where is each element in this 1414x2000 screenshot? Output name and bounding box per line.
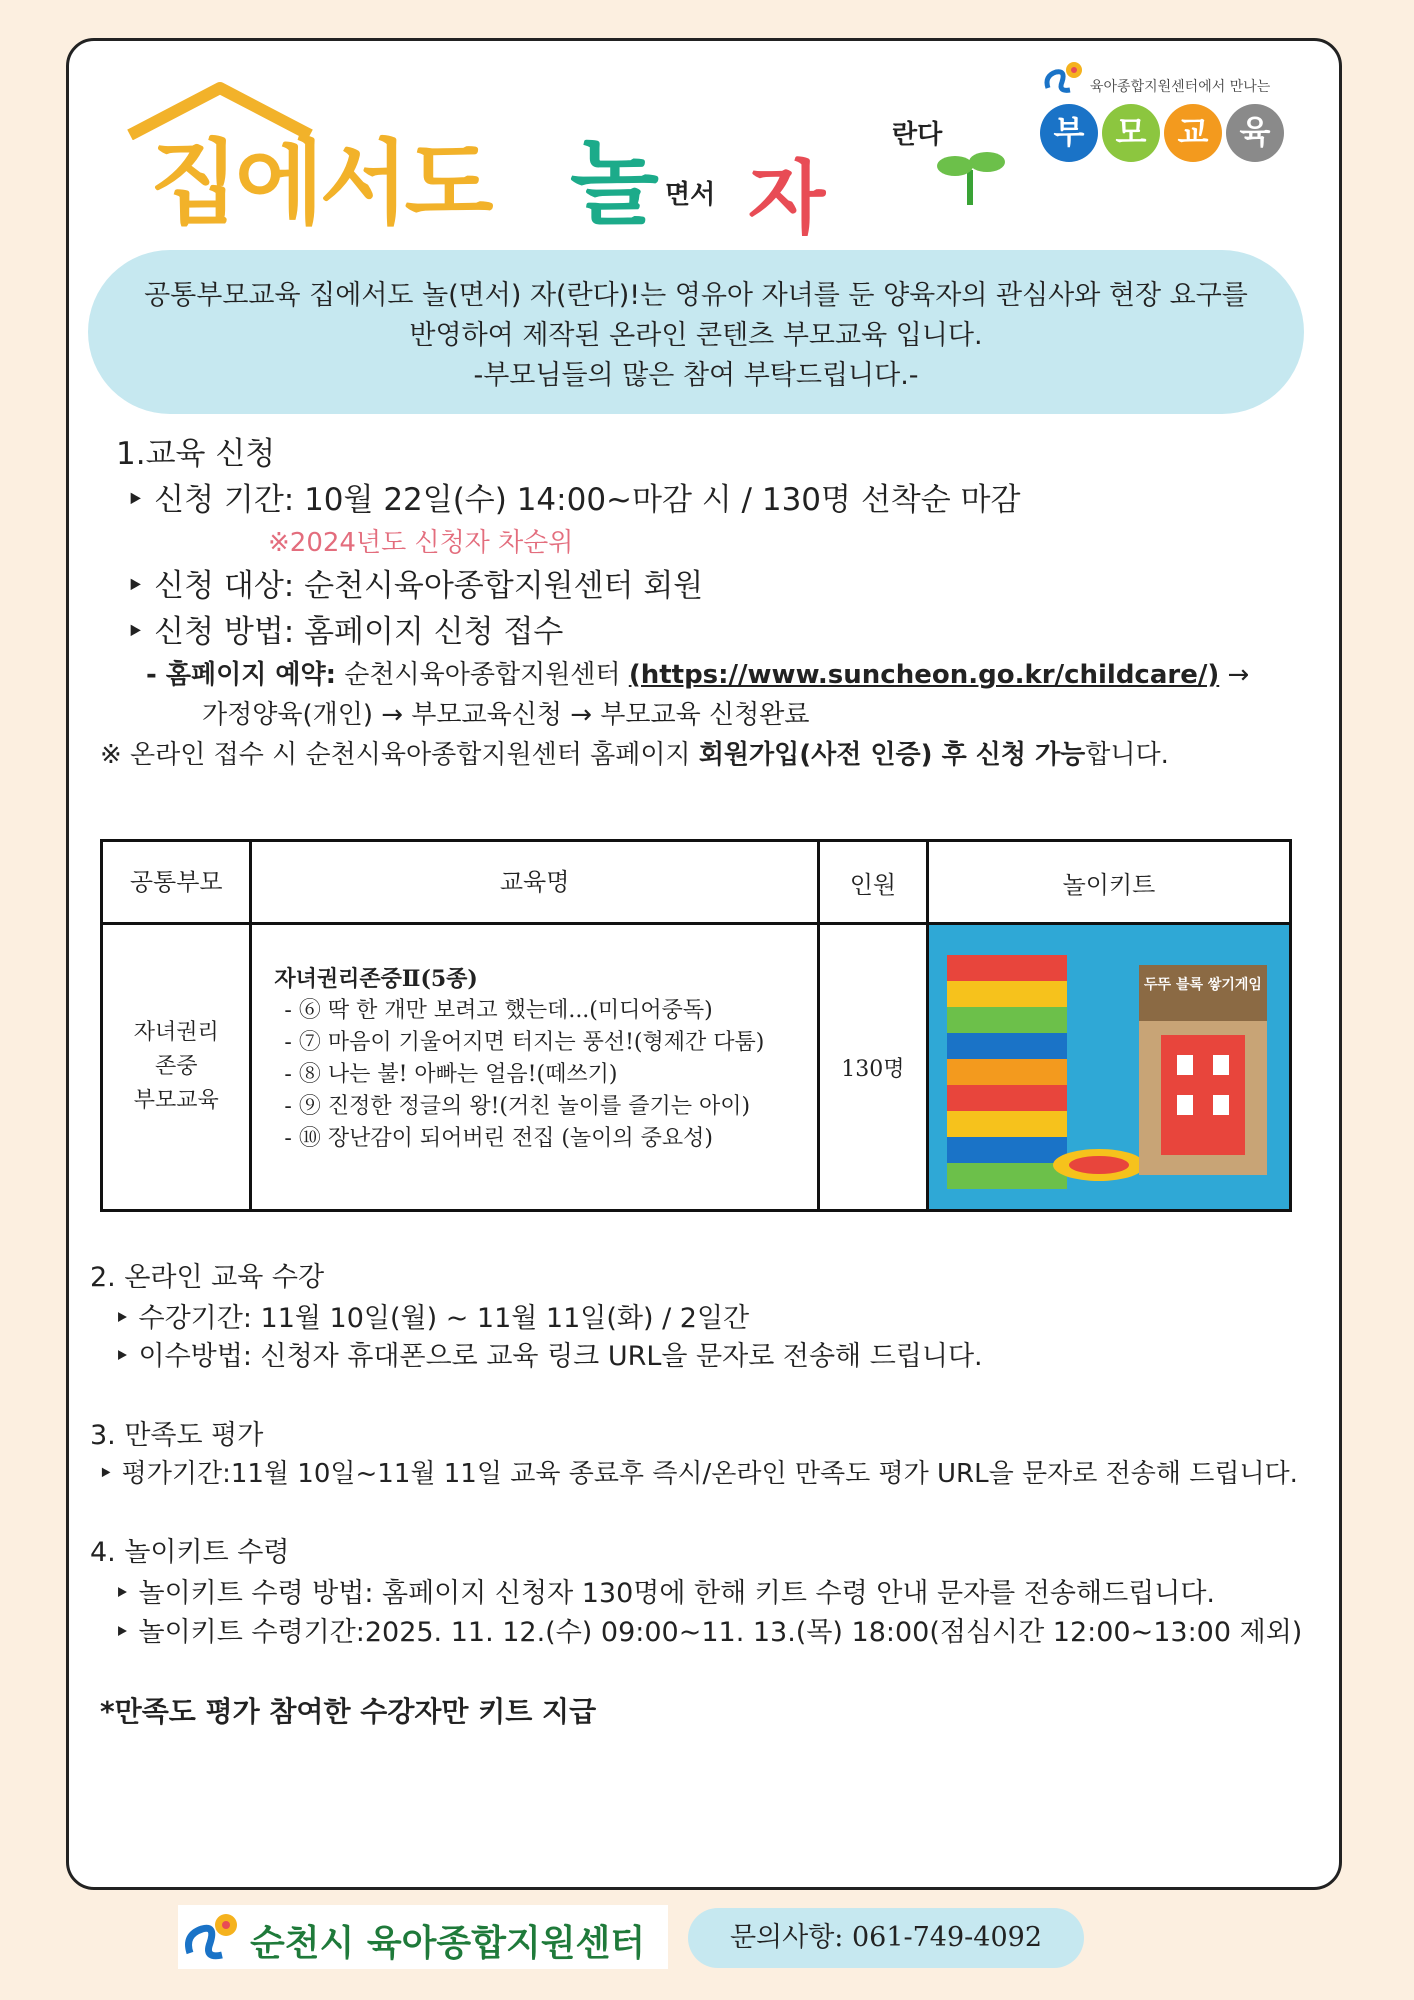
table-header: 인원 — [818, 841, 927, 924]
title-part-home: 집에서도 — [150, 130, 490, 237]
completion-method: ‣ 이수방법: 신청자 휴대폰으로 교육 링크 URL을 문자로 전송해 드립니다. — [114, 1341, 983, 1372]
signup-note — [100, 734, 1169, 771]
row-label-line: 존중 — [154, 1054, 198, 1079]
intro-line: 공통부모교육 집에서도 놀(면서) 자(란다)!는 영유아 자녀를 둔 양육자의 관심사와 현장 요구를 — [144, 280, 1248, 311]
table-header-row — [102, 841, 1291, 924]
title-part-while: 면서 — [665, 180, 716, 210]
intro-line: 반영하여 제작된 온라인 콘텐츠 부모교육 입니다. — [409, 320, 983, 351]
center-logo-icon — [1042, 58, 1088, 98]
kit-box-text: 두뚜 블록 쌓기게임 — [1143, 977, 1262, 993]
row-label-line: 자녀권리 — [133, 1020, 219, 1045]
section4-heading: 4. 놀이키트 수령 — [90, 1537, 290, 1568]
signup-note-pre: ※ 온라인 접수 시 순천시육아종합지원센터 홈페이지 — [100, 740, 691, 770]
brand-tagline-text: 육아종합지원센터에서 만나는 — [1090, 79, 1271, 95]
edu-item: - ⑦ 마음이 기울어지면 터지는 풍선!(형제간 다툼) — [284, 1030, 765, 1055]
title-part-play: 놀 — [570, 130, 659, 237]
block-tower-game-image — [929, 925, 1289, 1203]
intro-line: -부모님들의 많은 참여 부탁드립니다.- — [473, 360, 919, 391]
priority-note: ※2024년도 신청자 차순위 — [268, 528, 574, 558]
table-header: 공통부모 — [102, 841, 251, 924]
intro-box — [88, 250, 1304, 414]
center-logo-icon — [182, 1907, 242, 1967]
reserve-path: 가정양육(개인) → 부모교육신청 → 부모교육 신청완료 — [202, 700, 810, 730]
apply-target: ‣ 신청 대상: 순천시육아종합지원센터 회원 — [126, 568, 704, 604]
brand-char-bu: 부 — [1040, 104, 1098, 162]
edu-item: - ⑥ 딱 한 개만 보려고 했는데...(미디어중독) — [284, 998, 713, 1023]
edu-cell — [251, 924, 818, 1211]
signup-note-post: 합니다. — [1085, 740, 1169, 770]
kit-pickup-method: ‣ 놀이키트 수령 방법: 홈페이지 신청자 130명에 한해 키트 수령 안내 문자를 전송해드립니다. — [114, 1578, 1215, 1609]
table-header: 교육명 — [251, 841, 818, 924]
reserve-arrow: → — [1227, 660, 1250, 690]
reserve-center: 순천시육아종합지원센터 — [344, 660, 621, 690]
section2-heading: 2. 온라인 교육 수강 — [90, 1262, 325, 1293]
survey-period: ‣ 평가기간:11월 10일~11월 11일 교육 종료후 즉시/온라인 만족도 평가 URL을 문자로 전송해 드립니다. — [98, 1459, 1298, 1489]
kit-notice: *만족도 평가 참여한 수강자만 키트 지급 — [100, 1695, 597, 1728]
apply-period: ‣ 신청 기간: 10월 22일(수) 14:00~마감 시 / 130명 선착순 마감 — [126, 482, 1021, 518]
homepage-reservation — [146, 654, 1249, 691]
brand-char-yuk: 육 — [1226, 104, 1284, 162]
brand-char-mo: 모 — [1102, 104, 1160, 162]
contact-info: 문의사항: 061-749-4092 — [688, 1908, 1084, 1968]
table-row — [102, 924, 1291, 1211]
reserve-url-link[interactable]: (https://www.suncheon.go.kr/childcare/) — [628, 660, 1220, 690]
sprout-icon — [935, 140, 1005, 210]
section3-heading: 3. 만족도 평가 — [90, 1420, 264, 1451]
play-kit-image — [927, 924, 1290, 1211]
title-logo — [100, 70, 1000, 245]
footer-logo-text: 순천시 육아종합지원센터 — [250, 1923, 646, 1964]
edu-item: - ⑧ 나는 불! 아빠는 얼음!(떼쓰기) — [284, 1062, 618, 1087]
education-table — [100, 839, 1292, 1212]
table-header: 놀이키트 — [927, 841, 1290, 924]
kit-pickup-period: ‣ 놀이키트 수령기간:2025. 11. 12.(수) 09:00~11. 13.(목) 18:00(점심시간 12:00~13:00 제외) — [114, 1617, 1303, 1648]
participant-count: 130명 — [818, 924, 927, 1211]
title-part-grow: 자 — [748, 152, 826, 245]
row-label — [102, 924, 251, 1211]
edu-item: - ⑩ 장난감이 되어버린 전집 (놀이의 중요성) — [284, 1126, 713, 1151]
edu-item: - ⑨ 진정한 정글의 왕!(거친 놀이를 즐기는 아이) — [284, 1094, 751, 1119]
reserve-label: - 홈페이지 예약: — [146, 660, 336, 690]
edu-title: 자녀권리존중Ⅱ(5종) — [274, 966, 478, 992]
row-label-line: 부모교육 — [133, 1088, 219, 1113]
study-period: ‣ 수강기간: 11월 10일(월) ~ 11월 11일(화) / 2일간 — [114, 1303, 750, 1334]
signup-note-bold: 회원가입(사전 인증) 후 신청 가능 — [698, 740, 1086, 770]
center-footer-logo — [178, 1905, 668, 1969]
apply-method: ‣ 신청 방법: 홈페이지 신청 접수 — [126, 614, 564, 650]
title-part-grow-suffix: 란다 — [892, 120, 943, 150]
section1-heading: 1.교육 신청 — [116, 436, 276, 472]
brand-char-gyo: 교 — [1164, 104, 1222, 162]
